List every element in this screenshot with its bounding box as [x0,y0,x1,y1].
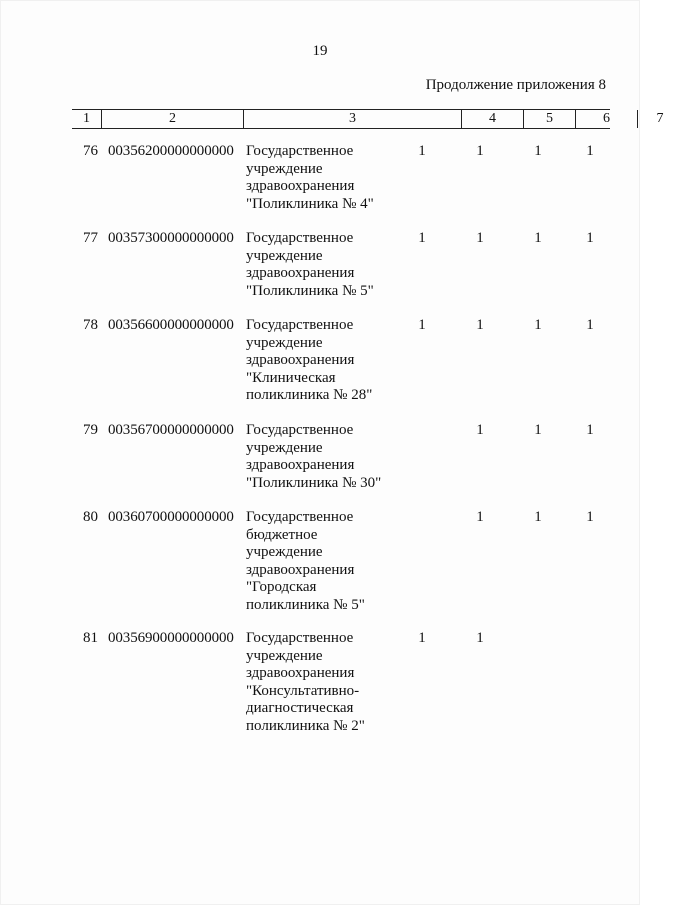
header-col-1: 1 [72,110,102,128]
name-line: учреждение [246,247,323,264]
name-line: Государственное [246,317,354,333]
row-institution-name [246,317,396,405]
header-col-3: 3 [244,110,462,128]
name-line: здравоохранения [246,265,355,281]
row-number: 78 [83,317,98,333]
row-number: 81 [83,630,98,646]
name-line: здравоохранения [246,352,355,368]
row-col-7: 1 [586,317,594,333]
name-line: учреждение [246,544,323,560]
header-col-2: 2 [102,110,244,128]
table-header [72,109,664,129]
row-col-5: 1 [476,422,484,438]
header-col-7: 7 [656,111,664,126]
row-institution-name [246,630,396,735]
row-code: 00356200000000000 [108,143,234,159]
name-line: Государственное [246,230,354,246]
name-line: "Поликлиника № 4" [246,195,374,212]
name-line: Государственное [246,509,354,525]
continuation-caption: Продолжение приложения 8 [425,77,606,93]
name-line: здравоохранения [246,561,355,578]
header-col-5: 5 [524,110,576,128]
name-line: здравоохранения [246,457,355,473]
row-number: 76 [83,143,98,159]
row-code: 00357300000000000 [108,230,234,246]
name-line: поликлиника № 28" [246,387,373,403]
row-col-6: 1 [534,422,542,438]
name-line: бюджетное [246,526,318,543]
row-institution-name [246,230,396,300]
row-col-6: 1 [534,143,542,159]
row-col-5: 1 [476,143,484,159]
name-line: "Поликлиника № 30" [246,474,382,491]
row-col-7: 1 [586,422,594,438]
name-line: здравоохранения [246,178,355,194]
name-line: "Поликлиника № 5" [246,282,374,299]
row-code: 00356600000000000 [108,317,234,333]
row-col-5: 1 [476,317,484,333]
row-institution-name [246,143,396,213]
name-line: поликлиника № 5" [246,596,365,613]
name-line: учреждение [246,439,323,456]
row-col-6: 1 [534,509,542,525]
row-col-4: 1 [418,230,426,246]
row-col-4: 1 [418,317,426,333]
name-line: учреждение [246,334,323,351]
name-line: "Консультативно- [246,682,360,699]
name-line: диагностическая [246,700,354,716]
row-col-5: 1 [476,230,484,246]
row-col-5: 1 [476,630,484,646]
row-number: 80 [83,509,98,525]
name-line: учреждение [246,160,323,177]
name-line: учреждение [246,647,323,664]
name-line: Государственное [246,143,354,159]
page-number: 19 [312,43,328,59]
name-line: здравоохранения [246,665,355,681]
row-institution-name [246,422,396,492]
row-number: 77 [83,230,98,246]
name-line: поликлиника № 2" [246,717,365,734]
header-col-6: 6 [576,110,638,128]
row-col-7: 1 [586,143,594,159]
row-col-6: 1 [534,317,542,333]
name-line: "Клиническая [246,369,336,386]
row-col-7: 1 [586,509,594,525]
row-col-4: 1 [418,143,426,159]
row-code: 00360700000000000 [108,509,234,525]
row-code: 00356900000000000 [108,630,234,646]
row-col-7: 1 [586,230,594,246]
row-institution-name [246,509,396,614]
row-col-6: 1 [534,230,542,246]
name-line: "Городская [246,579,317,595]
name-line: Государственное [246,630,354,646]
header-col-4: 4 [462,110,524,128]
row-col-4: 1 [418,630,426,646]
row-number: 79 [83,422,98,438]
row-code: 00356700000000000 [108,422,234,438]
name-line: Государственное [246,422,354,438]
row-col-5: 1 [476,509,484,525]
